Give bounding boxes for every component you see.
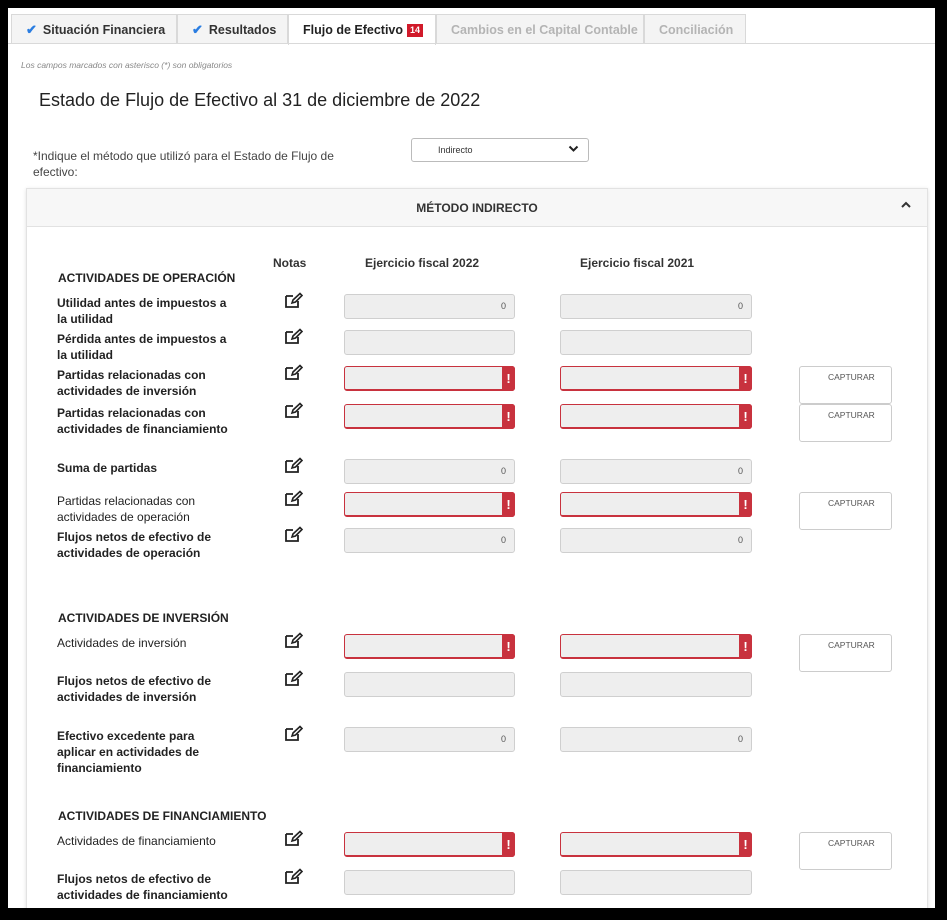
page-title: Estado de Flujo de Efectivo al 31 de diciembre de 2022: [39, 90, 481, 110]
section-heading-inversion: ACTIVIDADES DE INVERSIÓN: [58, 611, 229, 625]
chevron-up-icon[interactable]: [899, 198, 913, 212]
capturar-button[interactable]: CAPTURAR: [799, 366, 892, 404]
edit-note-icon[interactable]: [284, 490, 303, 507]
edit-note-icon[interactable]: [284, 868, 303, 885]
tab-label: Situación Financiera: [42, 22, 166, 37]
fy2022-input[interactable]: [344, 294, 515, 319]
tab-conciliacion[interactable]: [644, 14, 746, 44]
tab-divider: [8, 43, 935, 44]
row-label: Flujos netos de efectivo de actividades de financiamiento: [57, 872, 228, 902]
tab-label: Cambios en el Capital Contable: [451, 22, 638, 37]
exclamation-icon: !: [739, 492, 752, 517]
fy2021-input[interactable]: [560, 870, 752, 895]
input-value: 0: [737, 535, 743, 545]
tab-situacion-financiera[interactable]: [11, 14, 177, 44]
fy2021-input[interactable]: [560, 672, 752, 697]
fy2022-input[interactable]: [344, 330, 515, 355]
checkmark-icon: ✔: [192, 21, 203, 37]
input-value: 0: [500, 301, 506, 311]
capturar-button[interactable]: CAPTURAR: [799, 634, 892, 672]
tab-label: Flujo de Efectivo: [303, 23, 404, 37]
section-heading-financiamiento: ACTIVIDADES DE FINANCIAMIENTO: [58, 809, 267, 823]
fy2022-input[interactable]: [344, 634, 515, 659]
row-label: Suma de partidas: [57, 461, 158, 475]
row-label: Partidas relacionadas con actividades de operación: [57, 494, 196, 524]
fy2021-input[interactable]: [560, 528, 752, 553]
fy2022-input[interactable]: [344, 870, 515, 895]
fy2021-input[interactable]: [560, 404, 752, 429]
fy2021-input[interactable]: [560, 492, 752, 517]
fy2022-input[interactable]: [344, 727, 515, 752]
checkmark-icon: ✔: [26, 21, 37, 37]
input-value: 0: [500, 466, 506, 476]
exclamation-icon: !: [502, 404, 515, 429]
edit-note-icon[interactable]: [284, 830, 303, 847]
chevron-down-icon: [568, 143, 579, 154]
panel-header[interactable]: [27, 189, 927, 227]
row-label: Flujos netos de efectivo de actividades de operación: [57, 530, 212, 560]
column-header-fy2021: Ejercicio fiscal 2021: [580, 256, 695, 270]
exclamation-icon: !: [502, 366, 515, 391]
exclamation-icon: !: [739, 634, 752, 659]
fy2021-input[interactable]: [560, 459, 752, 484]
fy2022-input[interactable]: [344, 366, 515, 391]
method-select[interactable]: [411, 138, 589, 162]
fy2022-input[interactable]: [344, 459, 515, 484]
tab-cambios-capital-contable[interactable]: [436, 14, 644, 44]
exclamation-icon: !: [502, 492, 515, 517]
row-label: Partidas relacionadas con actividades de financiamiento: [57, 406, 228, 436]
edit-note-icon[interactable]: [284, 457, 303, 474]
column-header-fy2022: Ejercicio fiscal 2022: [365, 256, 480, 270]
capturar-button[interactable]: CAPTURAR: [799, 492, 892, 530]
edit-note-icon[interactable]: [284, 292, 303, 309]
capturar-button[interactable]: CAPTURAR: [799, 832, 892, 870]
capturar-button[interactable]: CAPTURAR: [799, 404, 892, 442]
tab-label: Conciliación: [659, 22, 734, 37]
row-label: Actividades de financiamiento: [57, 834, 216, 848]
fy2022-input[interactable]: [344, 528, 515, 553]
row-label: Partidas relacionadas con actividades de inversión: [57, 368, 206, 398]
input-value: 0: [737, 734, 743, 744]
fy2021-input[interactable]: [560, 727, 752, 752]
metodo-indirecto-panel: [26, 188, 928, 908]
row-label: Pérdida antes de impuestos a la utilidad: [57, 332, 227, 362]
edit-note-icon[interactable]: [284, 526, 303, 543]
fy2021-input[interactable]: [560, 366, 752, 391]
required-fields-note: Los campos marcados con asterisco (*) son obligatorios: [21, 60, 233, 70]
method-select-value: Indirecto: [438, 145, 473, 155]
tab-flujo-de-efectivo[interactable]: [288, 14, 436, 45]
row-label: Efectivo excedente para aplicar en actividades de financiamiento: [57, 729, 200, 775]
row-label: Utilidad antes de impuestos a la utilidad: [57, 296, 227, 326]
panel-title: MÉTODO INDIRECTO: [416, 201, 538, 215]
fy2022-input[interactable]: [344, 404, 515, 429]
exclamation-icon: !: [502, 634, 515, 659]
edit-note-icon[interactable]: [284, 402, 303, 419]
fy2021-input[interactable]: [560, 294, 752, 319]
fy2022-input[interactable]: [344, 492, 515, 517]
input-value: 0: [737, 301, 743, 311]
error-count-badge: 14: [407, 24, 423, 37]
edit-note-icon[interactable]: [284, 725, 303, 742]
fy2021-input[interactable]: [560, 832, 752, 857]
fy2021-input[interactable]: [560, 330, 752, 355]
app-frame: [8, 8, 935, 908]
fy2021-input[interactable]: [560, 634, 752, 659]
exclamation-icon: !: [739, 832, 752, 857]
edit-note-icon[interactable]: [284, 364, 303, 381]
exclamation-icon: !: [502, 832, 515, 857]
input-value: 0: [737, 466, 743, 476]
column-header-notas: Notas: [273, 256, 307, 270]
row-label: Flujos netos de efectivo de actividades de inversión: [57, 674, 212, 704]
input-value: 0: [500, 734, 506, 744]
fy2022-input[interactable]: [344, 832, 515, 857]
method-label: *Indique el método que utilizó para el Estado de Flujo de efectivo:: [33, 149, 334, 179]
edit-note-icon[interactable]: [284, 670, 303, 687]
tab-resultados[interactable]: [177, 14, 288, 44]
section-heading-operacion: ACTIVIDADES DE OPERACIÓN: [58, 271, 236, 285]
edit-note-icon[interactable]: [284, 328, 303, 345]
exclamation-icon: !: [739, 366, 752, 391]
exclamation-icon: !: [739, 404, 752, 429]
fy2022-input[interactable]: [344, 672, 515, 697]
row-label: Actividades de inversión: [57, 636, 187, 650]
edit-note-icon[interactable]: [284, 632, 303, 649]
tab-label: Resultados: [208, 22, 277, 37]
input-value: 0: [500, 535, 506, 545]
tab-bar: [8, 14, 935, 44]
